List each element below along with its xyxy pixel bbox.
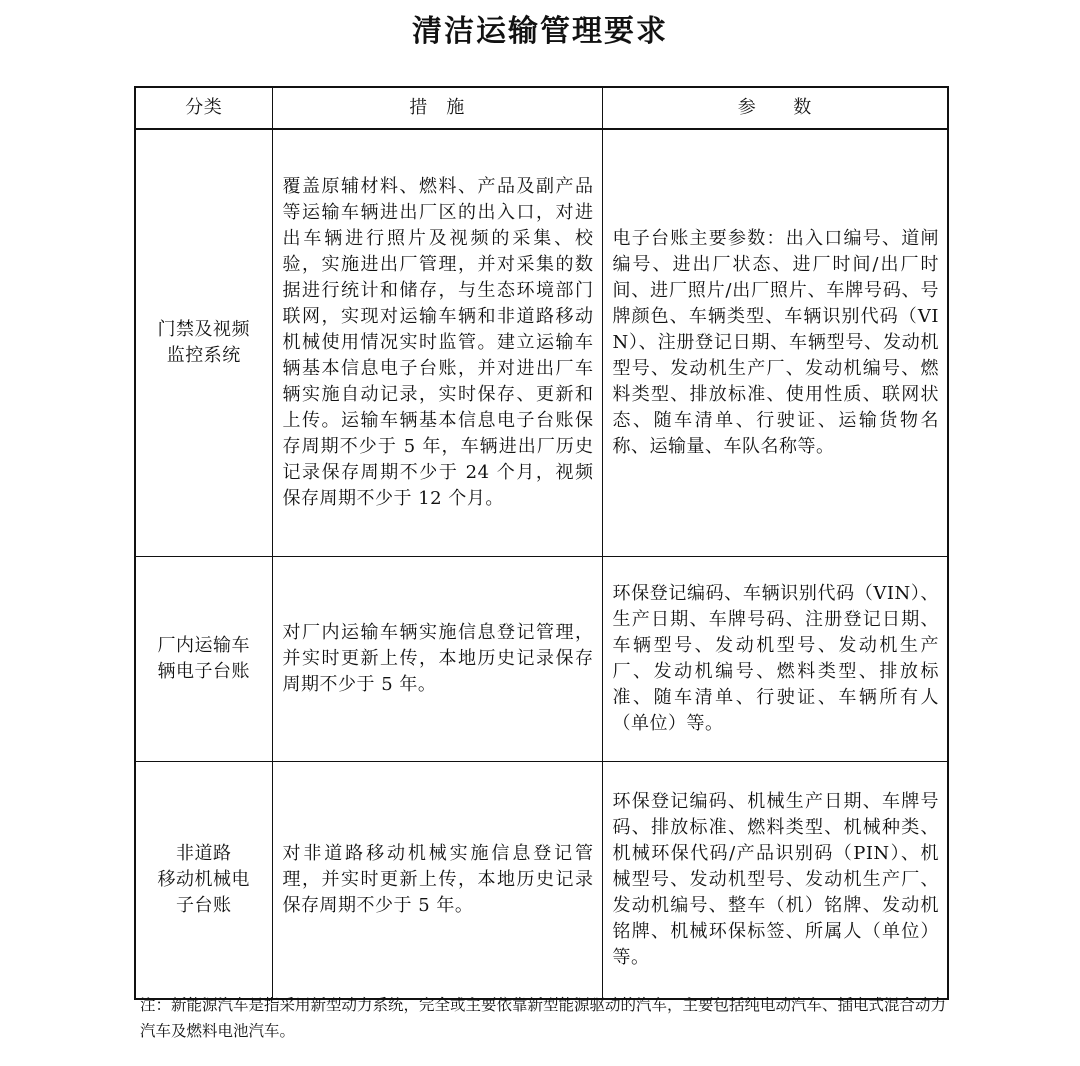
measures-text: 覆盖原辅材料、燃料、产品及副产品等运输车辆进出厂区的出入口，对进出车辆进行照片及视频的采集、校验，实施进出厂管理，并对采集的数据进行统计和储存，与生态环境部门联网，实现对运输车辆和非道路移动机械使用情况实时监管。建立运输车辆基本信息电子台账，并对进出厂车辆实施自动记录，实时保存、更新和上传。运输车辆基本信息电子台账保存周期不少于 5 年，车辆进出厂历史记录保存周期不少于 24 个月，视频保存周期不少于 12 个月。 [282, 176, 594, 509]
table-row [135, 129, 948, 557]
category-line: 门禁及视频 [157, 319, 250, 340]
parameters-text: 环保登记编码、机械生产日期、车牌号码、排放标准、燃料类型、机械种类、机械环保代码/产品识别码（PIN）、机械型号、发动机型号、发动机生产厂、发动机编号、整车（机）铭牌、发动机铭牌、机械环保标签、所属人（单位）等。 [612, 791, 939, 968]
measures-cell [272, 129, 602, 557]
table-row [135, 557, 948, 762]
header-parameters: 参 数 [602, 87, 948, 129]
table-row [135, 762, 948, 1000]
measures-text: 对厂内运输车辆实施信息登记管理，并实时更新上传，本地历史记录保存周期不少于 5 年。 [282, 622, 594, 695]
measures-text: 对非道路移动机械实施信息登记管理，并实时更新上传，本地历史记录保存周期不少于 5 年。 [282, 843, 594, 916]
parameters-text: 环保登记编码、车辆识别代码（VIN）、生产日期、车牌号码、注册登记日期、车辆型号、发动机型号、发动机生产厂、发动机编号、燃料类型、排放标准、随车清单、行驶证、车辆所有人（单位）等。 [612, 583, 939, 734]
footnote: 注：新能源汽车是指采用新型动力系统，完全或主要依靠新型能源驱动的汽车，主要包括纯电动汽车、插电式混合动力汽车及燃料电池汽车。 [140, 996, 947, 1040]
category-line: 厂内运输车 [157, 635, 250, 656]
header-measures: 措 施 [272, 87, 602, 129]
parameters-text: 电子台账主要参数：出入口编号、道闸编号、进出厂状态、进厂时间/出厂时间、进厂照片/出厂照片、车牌号码、号牌颜色、车辆类型、车辆识别代码（VIN）、注册登记日期、车辆型号、发动机型号、发动机生产厂、发动机编号、燃料类型、排放标准、使用性质、联网状态、随车清单、行驶证、运输货物名称、运输量、车队名称等。 [612, 228, 939, 457]
parameters-cell [602, 557, 948, 762]
measures-cell [272, 762, 602, 1000]
measures-cell [272, 557, 602, 762]
category-cell [135, 762, 272, 1000]
category-line: 子台账 [176, 895, 232, 916]
parameters-cell [602, 762, 948, 1000]
requirements-table [134, 86, 949, 1000]
parameters-cell [602, 129, 948, 557]
category-line: 移动机械电 [157, 869, 250, 890]
table-header-row [135, 87, 948, 129]
category-line: 非道路 [176, 843, 232, 864]
category-cell [135, 557, 272, 762]
category-cell [135, 129, 272, 557]
category-line: 辆电子台账 [157, 661, 250, 682]
category-line: 监控系统 [166, 345, 241, 366]
page-title: 清洁运输管理要求 [412, 14, 668, 49]
header-category: 分类 [135, 87, 272, 129]
